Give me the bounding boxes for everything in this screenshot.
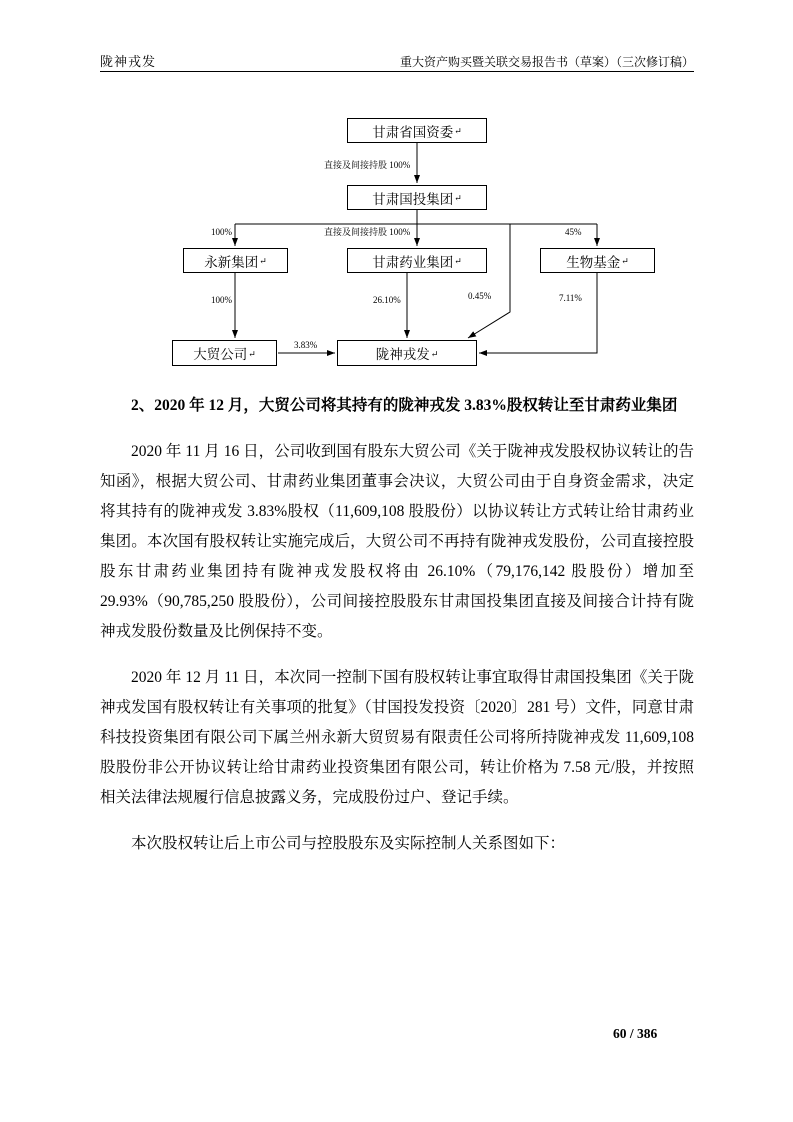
- paragraph-approval-document: 2020 年 12 月 11 日，本次同一控制下国有股权转让事宜取得甘肃国投集团《关于陇神戎发国有股权转让有关事项的批复》（甘国投发投资〔2020〕281 号）文件，同意甘肃科技投资集团有限公司下属兰州永新大贸贸易有限责任公司将所持陇神戎发 11,609,108 股股份非公开协议转让给甘肃药业投资集团有限公司，转让价格为 7.58 元/股，并按照相关法律法规履行信息披露义务，完成股份过户、登记手续。: [100, 669, 694, 806]
- edge-label-7-11: 7.11%: [559, 293, 582, 303]
- edge-label-100-damao: 100%: [211, 295, 232, 305]
- paragraph-mark: ↵: [454, 193, 462, 203]
- edge-label-3-83: 3.83%: [294, 340, 318, 350]
- paragraph-mark: ↵: [454, 126, 462, 136]
- paragraph-mark: ↵: [454, 256, 462, 266]
- node-gansu-guoziwei: [347, 118, 487, 143]
- paragraph-mark: ↵: [259, 256, 267, 266]
- node-longshen-rongfa: [337, 340, 477, 366]
- header-company-name: 陇神戎发: [100, 54, 157, 69]
- node-label: 永新集团: [204, 254, 259, 270]
- node-label: 陇神戎发: [375, 347, 430, 362]
- edge-shengwu-to-longshen: [479, 273, 597, 353]
- header-report-title: 重大资产购买暨关联交易报告书（草案）（三次修订稿）: [399, 55, 694, 69]
- edge-label-0-45: 0.45%: [468, 291, 492, 301]
- node-label: 甘肃国投集团: [372, 191, 454, 207]
- edge-label-45: 45%: [565, 227, 582, 237]
- edge-guotou-direct-to-longshen: [468, 224, 510, 338]
- page-number: 60 / 386: [613, 1026, 658, 1041]
- edge-label-100-yongxin: 100%: [211, 227, 232, 237]
- paragraph-relationship-chart-intro: 本次股权转让后上市公司与控股股东及实际控制人关系图如下：: [131, 835, 566, 852]
- paragraph-share-transfer-notice: 2020 年 11 月 16 日，公司收到国有股东大贸公司《关于陇神戎发股权协议转让的告知函》，根据大贸公司、甘肃药业集团董事会决议，大贸公司由于自身资金需求，决定将其持有的陇神戎发 3.83%股权（11,609,108 股股份）以协议转让方式转让给甘肃药业集团。本次国有股权转让实施完成后，大贸公司不再持有陇神戎发股份，公司直接控股股东甘肃药业集团持有陇神戎发股权将由 26.10%（79,176,142 股股份）增加至 29.93%（90,785,250 股股份），公司间接控股股东甘肃国投集团直接及间接合计持有陇神戎发股份数量及比例保持不变。: [100, 443, 694, 640]
- node-label: 大贸公司: [193, 347, 248, 362]
- node-yongxin-group: [183, 248, 288, 273]
- body-text: [100, 391, 694, 875]
- node-damao-company: [172, 340, 277, 366]
- node-label: 甘肃药业集团: [372, 254, 454, 270]
- edge-label-direct-indirect-100-mid: 直接及间接持股 100%: [324, 227, 411, 237]
- paragraph-mark: ↵: [621, 256, 629, 266]
- paragraph-mark: ↵: [248, 348, 256, 359]
- connector-trunk: [235, 210, 597, 224]
- paragraph-mark: ↵: [430, 348, 439, 359]
- node-gansu-guotou-group: [347, 185, 487, 210]
- edge-label-direct-indirect-100-top: 直接及间接持股 100%: [324, 160, 411, 170]
- node-label: 生物基金: [566, 254, 621, 270]
- node-shengwu-fund: [540, 248, 655, 273]
- item-heading: 2、2020 年 12 月，大贸公司将其持有的陇神戎发 3.83%股权转让至甘肃药业集团: [131, 397, 678, 414]
- node-gansu-yaoye-group: [347, 248, 487, 273]
- node-label: 甘肃省国资委: [372, 124, 454, 140]
- edge-label-26-10: 26.10%: [373, 295, 401, 305]
